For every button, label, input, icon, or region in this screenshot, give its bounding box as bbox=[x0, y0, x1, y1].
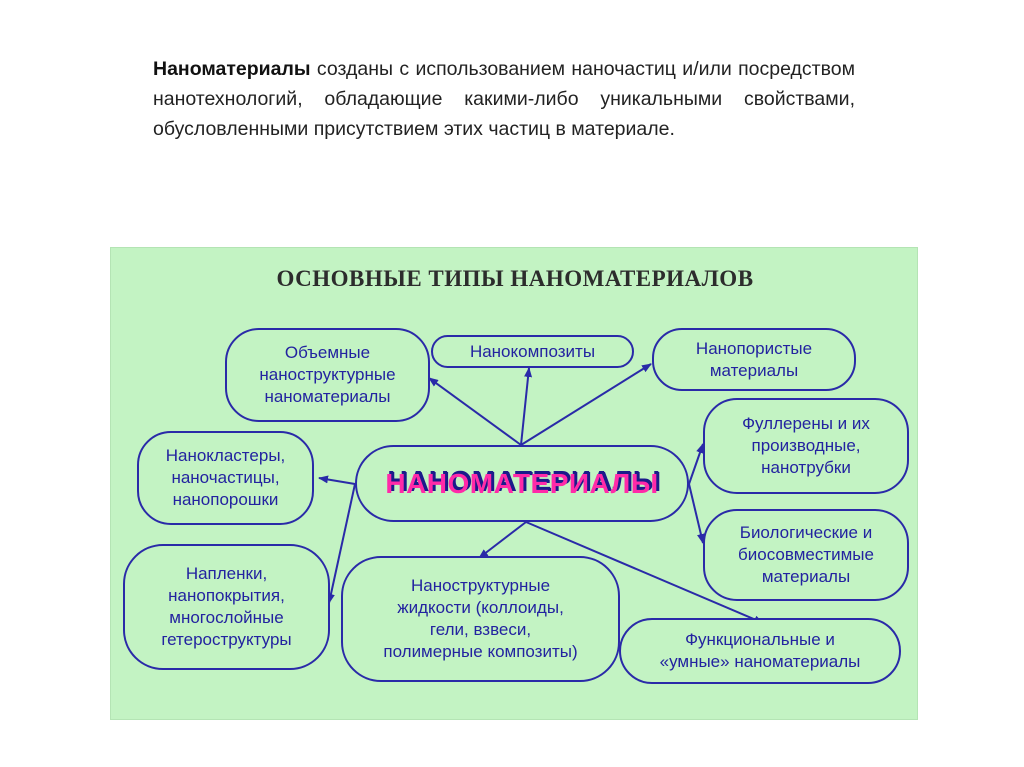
arrow-to-nanostructured-liquids bbox=[479, 522, 526, 558]
node-nanostructured-liquids: Наноструктурные жидкости (коллоиды, гели, взвеси, полимерные композиты) bbox=[341, 556, 620, 682]
intro-term: Наноматериалы bbox=[153, 58, 311, 80]
node-volume-nanomaterials: Объемные наноструктурные наноматериалы bbox=[225, 328, 430, 422]
node-smart-nanomaterials: Функциональные и «умные» наноматериалы bbox=[619, 618, 901, 684]
node-nanofilms-heterostructures: Напленки, нанопокрытия, многослойные гетероструктуры bbox=[123, 544, 330, 670]
center-node-label: НАНОМАТЕРИАЛЫ bbox=[385, 467, 659, 499]
center-node bbox=[355, 445, 689, 522]
node-fullerenes-nanotubes: Фуллерены и их производные, нанотрубки bbox=[703, 398, 909, 494]
intro-text: созданы с использованием наночастиц и/или посредством нанотехнологий, обладающие какими-либо уникальными свойствами, обусловленными присутствием этих частиц в материале. bbox=[153, 58, 855, 140]
node-nanoclusters-nanoparticles: Нанокластеры, наночастицы, нанопорошки bbox=[137, 431, 314, 525]
node-biocompatible-materials: Биологические и биосовместимые материалы bbox=[703, 509, 909, 601]
arrow-to-volume-nanomaterials bbox=[429, 378, 521, 445]
node-nanoporous-materials: Нанопористые материалы bbox=[652, 328, 856, 391]
node-nanocomposites: Нанокомпозиты bbox=[431, 335, 634, 368]
arrow-to-fullerenes bbox=[689, 444, 703, 484]
intro-paragraph bbox=[153, 54, 855, 144]
arrow-to-nanoclusters bbox=[319, 478, 355, 484]
arrow-to-nanocomposites bbox=[521, 368, 529, 445]
arrow-to-nanoporous-materials bbox=[521, 364, 651, 445]
arrow-to-biocompatible-materials bbox=[689, 484, 703, 543]
diagram-panel bbox=[110, 247, 918, 720]
diagram-title: ОСНОВНЫЕ ТИПЫ НАНОМАТЕРИАЛОВ bbox=[276, 266, 754, 291]
